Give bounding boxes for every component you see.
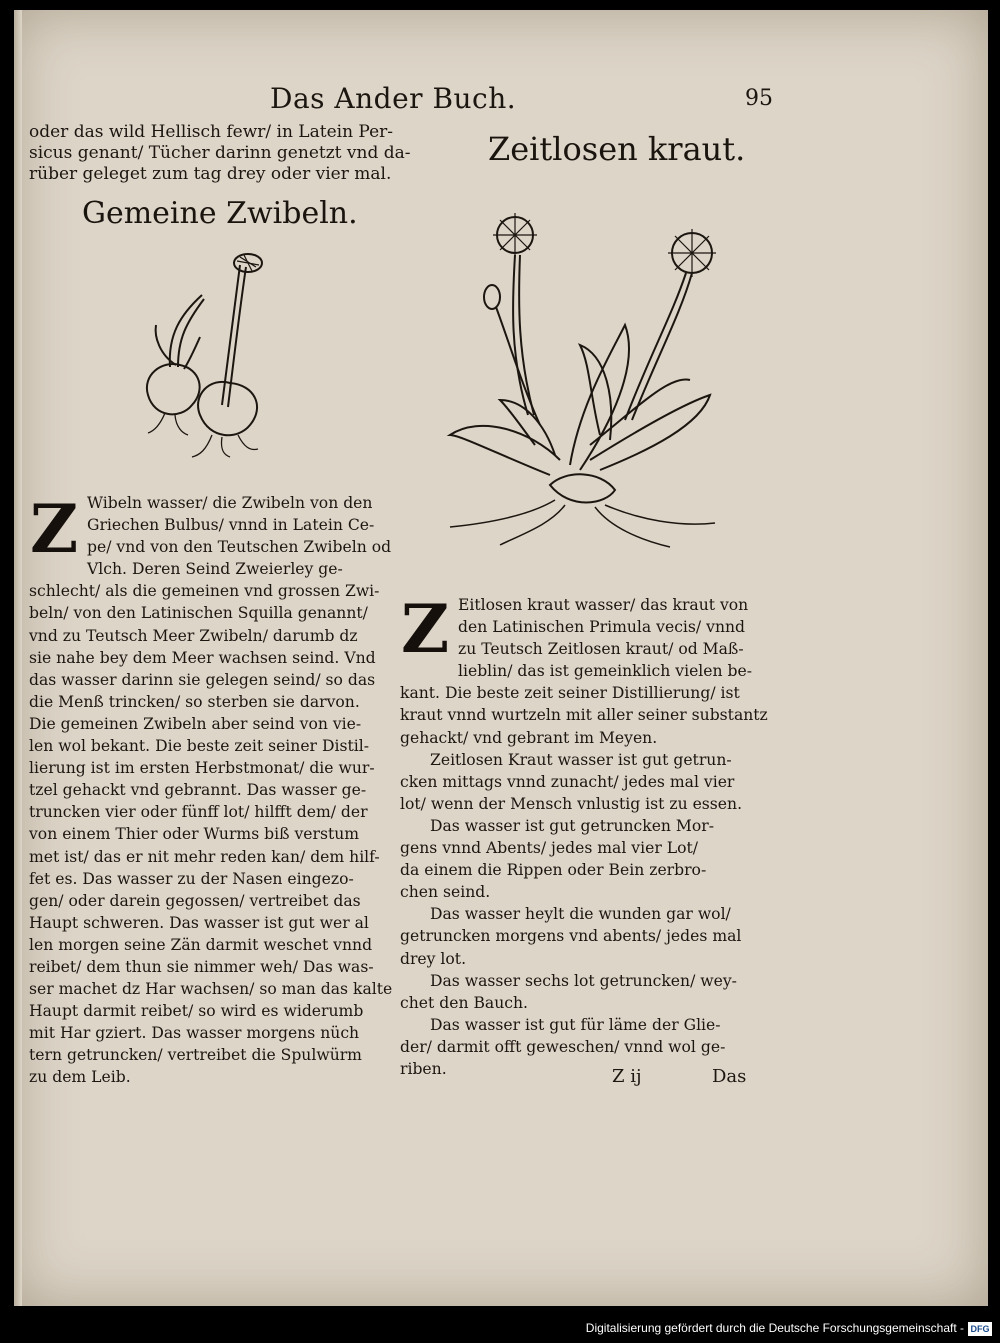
text-line: truncken vier oder fünff lot/ hilfft dem/ der — [29, 803, 368, 822]
text-line: ser machet dz Har wachsen/ so man das kalte — [29, 980, 393, 999]
text-line: der/ darmit offt geweschen/ vnnd wol ge- — [400, 1037, 726, 1056]
text-line: reibet/ dem thun sie nimmer weh/ Das was- — [29, 957, 374, 976]
text-line: sie nahe bey dem Meer wachsen seind. Vnd — [29, 648, 376, 667]
text-line: pe/ vnd von den Teutschen Zwibeln od — [87, 538, 392, 557]
text-line: die Menß trincken/ so sterben sie darvon. — [29, 692, 360, 711]
text-line: oder das wild Hellisch fewr/ in Latein Per- — [29, 122, 394, 142]
text-line: drey lot. — [400, 949, 467, 968]
text-line: Das wasser heylt die wunden gar wol/ — [430, 905, 731, 924]
text-line: Das wasser sechs lot getruncken/ wey- — [430, 971, 737, 990]
text-line: lot/ wenn der Mensch vnlustig ist zu essen. — [400, 794, 743, 813]
footer-bar — [0, 1307, 1000, 1343]
text-line: fet es. Das wasser zu der Nasen eingezo- — [29, 869, 354, 888]
text-line: da einem die Rippen oder Bein zerbro- — [400, 861, 707, 880]
text-line: Griechen Bulbus/ vnnd in Latein Ce- — [87, 516, 375, 535]
signature-mark: Z ij — [612, 1066, 642, 1087]
text-line: chet den Bauch. — [400, 993, 528, 1012]
text-line: kant. Die beste zeit seiner Distillierung/ ist — [400, 684, 740, 703]
text-line: vnd zu Teutsch Meer Zwibeln/ darumb dz — [29, 626, 358, 645]
text-line: gens vnnd Abents/ jedes mal vier Lot/ — [400, 839, 699, 858]
text-line: sicus genant/ Tücher darinn genetzt vnd da- — [29, 143, 411, 163]
text-line: das wasser darinn sie gelegen seind/ so das — [29, 670, 376, 689]
drop-initial-right: Z — [401, 590, 450, 668]
onion-woodcut-image — [140, 245, 270, 460]
text-line: Zeitlosen Kraut wasser ist gut getrun- — [430, 750, 732, 769]
text-line: lierung ist im ersten Herbstmonat/ die wur- — [29, 759, 375, 778]
text-line: gehackt/ vnd gebrant im Meyen. — [400, 728, 658, 747]
text-line: cken mittags vnnd zunacht/ jedes mal vier — [400, 772, 735, 791]
daisy-plant-woodcut-image — [440, 205, 730, 550]
text-line: den Latinischen Primula vecis/ vnnd — [458, 618, 746, 637]
text-line: len morgen seine Zän darmit weschet vnnd — [29, 935, 373, 954]
text-line: zu dem Leib. — [29, 1068, 131, 1087]
text-line: len wol bekant. Die beste zeit seiner Distil- — [29, 737, 369, 756]
text-line: met ist/ das er nit mehr reden kan/ dem hilf- — [29, 847, 380, 866]
text-line: tzel gehackt vnd gebrannt. Das wasser ge- — [29, 781, 367, 800]
text-line: Das wasser ist gut getruncken Mor- — [430, 816, 715, 835]
funding-credit: Digitalisierung gefördert durch die Deutsche Forschungsgemeinschaft - — [585, 1321, 964, 1335]
text-line: kraut vnnd wurtzeln mit aller seiner substantz — [400, 706, 768, 725]
text-line: mit Har gziert. Das wasser morgens nüch — [29, 1024, 360, 1043]
text-line: riben. — [400, 1059, 447, 1078]
text-line: chen seind. — [400, 883, 491, 902]
text-line: lieblin/ das ist gemeinklich vielen be- — [458, 662, 752, 681]
text-line: Die gemeinen Zwibeln aber seind von vie- — [29, 714, 362, 733]
text-line: getruncken morgens vnd abents/ jedes mal — [400, 927, 742, 946]
text-line: rüber geleget zum tag drey oder vier mal. — [29, 164, 392, 184]
text-line: Haupt darmit reibet/ so wird es widerumb — [29, 1002, 364, 1021]
text-line: zu Teutsch Zeitlosen kraut/ od Maß- — [458, 640, 744, 659]
text-line: Haupt schweren. Das wasser ist gut wer al — [29, 913, 369, 932]
right-body-text — [400, 590, 770, 1080]
text-line: von einem Thier oder Wurms biß verstum — [29, 825, 360, 844]
left-continuation — [29, 122, 411, 185]
text-line: schlecht/ als die gemeinen vnd grossen Zwi- — [29, 582, 380, 601]
dfg-logo-icon: DFG — [968, 1322, 992, 1336]
section-title-onion: Gemeine Zwibeln. — [82, 196, 358, 231]
text-line: Wibeln wasser/ die Zwibeln von den — [87, 494, 373, 512]
drop-initial-left: Z — [30, 490, 79, 568]
page-gutter — [14, 10, 22, 1306]
catchword: Das — [712, 1066, 747, 1087]
running-head: Das Ander Buch. — [270, 82, 517, 115]
text-line: tern getruncken/ vertreibet die Spulwürm — [29, 1046, 362, 1065]
page-number: 95 — [745, 86, 773, 111]
left-body-text — [29, 492, 399, 1089]
section-title-zeitlosen: Zeitlosen kraut. — [488, 130, 746, 168]
text-line: Eitlosen kraut wasser/ das kraut von — [458, 596, 749, 614]
text-line: gen/ oder darein gegossen/ vertreibet das — [29, 891, 361, 910]
text-line: Vlch. Deren Seind Zweierley ge- — [87, 560, 343, 579]
text-line: beln/ von den Latinischen Squilla genannt/ — [29, 604, 368, 623]
text-line: Das wasser ist gut für läme der Glie- — [430, 1015, 721, 1034]
